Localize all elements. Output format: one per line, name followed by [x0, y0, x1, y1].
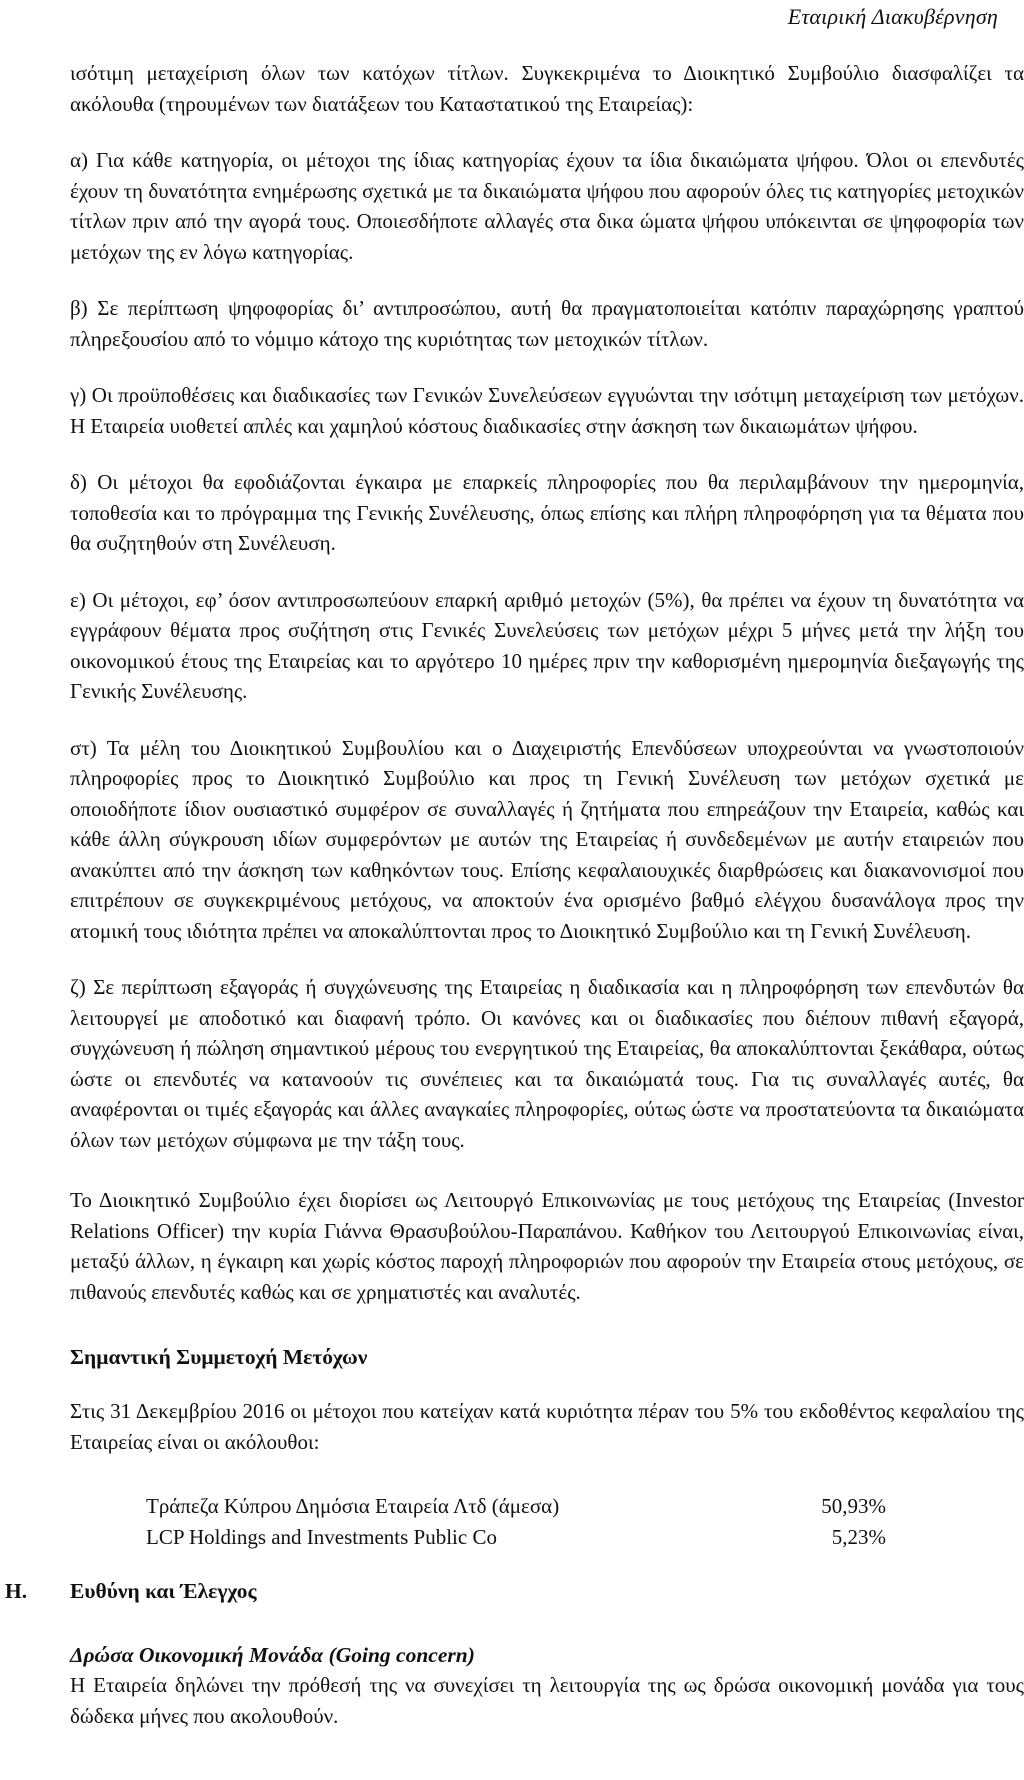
paragraph-delta: δ) Οι μέτοχοι θα εφοδιάζονται έγκαιρα με επαρκείς πληροφορίες που θα περιλαμβάνουν την ημερομηνία, τοποθεσία και το πρόγραμμα της Γενικής Συνέλευσης, όπως επίσης και πλήρη πληροφόρηση για τα θέματα που θα συζητηθούν στη Συνέλευση. — [70, 470, 1024, 555]
going-concern-heading: Δρώσα Οικονομική Μονάδα (Going concern) — [70, 1643, 475, 1667]
shareholder-percentage: 50,93% — [821, 1494, 886, 1518]
shareholder-row — [146, 1491, 886, 1522]
running-header: Εταιρική Διακυβέρνηση — [787, 4, 998, 29]
shareholder-percentage: 5,23% — [831, 1525, 886, 1549]
major-shareholding-heading: Σημαντική Συμμετοχή Μετόχων — [70, 1345, 368, 1369]
going-concern-text: Η Εταιρεία δηλώνει την πρόθεσή της να συνεχίσει τη λειτουργία της ως δρώσα οικονομική μονάδα για τους δώδεκα μήνες που ακολουθούν. — [70, 1673, 1024, 1728]
paragraph-zeta: ζ) Σε περίπτωση εξαγοράς ή συγχώνευσης της Εταιρείας η διαδικασία και η πληροφόρηση των επενδυτών θα λειτουργεί με αποδοτικό και διαφανή τρόπο. Οι κανόνες και οι διαδικασίες που διέπουν πιθανή εξαγορά, συγχώνευση ή πώληση σημαντικού μέρους του ενεργητικού της Εταιρείας, θα αποκαλύπτονται ξεκάθαρα, ούτως ώστε οι επενδυτές να κατανοούν τις συνέπειες και τα δικαιώματά τους. Για τις συναλλαγές αυτές, θα αναφέρονται οι τιμές εξαγοράς και άλλες αναγκαίες πληροφορίες, ούτως ώστε να προστατεύοντα τα δικαιώματα όλων των μετόχων σύμφωνα με την τάξη τους. — [70, 975, 1024, 1152]
section-h-heading — [5, 1579, 1024, 1604]
major-shareholding-intro: Στις 31 Δεκεμβρίου 2016 οι μέτοχοι που κατείχαν κατά κυριότητα πέραν του 5% του εκδοθέντος κεφαλαίου της Εταιρείας είναι οι ακόλουθοι: — [70, 1399, 1024, 1454]
paragraph-epsilon: ε) Οι μέτοχοι, εφ’ όσον αντιπροσωπεύουν επαρκή αριθμό μετοχών (5%), θα πρέπει να έχουν τη δυνατότητα να εγγράφουν θέματα προς συζήτηση στις Γενικές Συνελεύσεις των μετόχων μέχρι 5 μήνες μετά την λήξη του οικονομικού έτους της Εταιρείας και το αργότερο 10 ημέρες πριν την καθορισμένη ημερομηνία διεξαγωγής της Γενικής Συνέλευσης. — [70, 587, 1024, 703]
paragraph-beta: β) Σε περίπτωση ψηφοφορίας δι’ αντιπροσώπου, αυτή θα πραγματοποιείται κατόπιν παραχώρησης γραπτού πληρεξουσίου από το νόμιμο κάτοχο της κυριότητας των μετοχικών τίτλων. — [70, 296, 1024, 351]
shareholders-table — [146, 1491, 886, 1553]
shareholder-name: LCP Holdings and Investments Public Co — [146, 1525, 497, 1549]
section-title: Ευθύνη και Έλεγχος — [70, 1579, 257, 1603]
shareholder-row — [146, 1522, 886, 1553]
paragraph-investor-relations: Το Διοικητικό Συμβούλιο έχει διορίσει ως Λειτουργό Επικοινωνίας με τους μετόχους της Εταιρείας (Investor Relations Officer) την κυρία Γιάννα Θρασυβούλου-Παραπάνου. Καθήκον του Λειτουργού Επικοινωνίας είναι, μεταξύ άλλων, η έγκαιρη και χωρίς κόστος παροχή πληροφοριών που αφορούν την Εταιρεία στους μετόχους, σε πιθανούς επενδυτές καθώς και σε χρηματιστές και αναλυτές. — [70, 1188, 1024, 1304]
paragraph-alpha: α) Για κάθε κατηγορία, οι μέτοχοι της ίδιας κατηγορίας έχουν τα ίδια δικαιώματα ψήφου. Όλοι οι επενδυτές έχουν τη δυνατότητα ενημέρωσης σχετικά με τα δικαιώματα ψήφου που αφορούν όλες τις κατηγορίες μετοχικών τίτλων πριν από την αγορά τους. Οποιεσδήποτε αλλαγές στα δικα ώματα ψήφου υπόκεινται σε ψηφοφορία των μετόχων της εν λόγω κατηγορίας. — [70, 148, 1024, 264]
section-letter: H. — [5, 1579, 28, 1603]
paragraph-stigma: στ) Τα μέλη του Διοικητικού Συμβουλίου και ο Διαχειριστής Επενδύσεων υποχρεούνται να γνωστοποιούν πληροφορίες προς το Διοικητικό Συμβούλιο και προς τη Γενική Συνέλευση των μετόχων σχετικά με οποιοδήποτε ίδιον ουσιαστικό συμφέρον σε συναλλαγές ή ζητήματα που επηρεάζουν την Εταιρεία, καθώς και κάθε άλλη σύγκρουση ιδίων συμφερόντων με αυτών της Εταιρείας ή συνδεδεμένων με αυτήν εταιρειών που ανακύπτει από την άσκηση των καθηκόντων τους. Επίσης κεφαλαιουχικές διαρθρώσεις και διακανονισμοί που επιτρέπουν σε συγκεκριμένους μετόχους, να αποκτούν ένα ορισμένο βαθμό ελέγχου δυσανάλογα προς την ατομική τους ιδιότητα πρέπει να αποκαλύπτονται προς το Διοικητικό Συμβούλιο και τη Γενική Συνέλευση. — [70, 735, 1024, 943]
shareholder-name: Τράπεζα Κύπρου Δημόσια Εταιρεία Λτδ (άμεσα) — [146, 1494, 560, 1518]
page-content — [5, 58, 1024, 1731]
paragraph-intro: ισότιμη μεταχείριση όλων των κατόχων τίτλων. Συγκεκριμένα το Διοικητικό Συμβούλιο διασφαλίζει τα ακόλουθα (τηρουμένων των διατάξεων του Καταστατικού της Εταιρείας): — [70, 61, 1024, 116]
paragraph-gamma: γ) Οι προϋποθέσεις και διαδικασίες των Γενικών Συνελεύσεων εγγυώνται την ισότιμη μεταχείριση των μετόχων. Η Εταιρεία υιοθετεί απλές και χαμηλού κόστους διαδικασίες στην άσκηση των δικαιωμάτων ψήφου. — [70, 383, 1024, 438]
